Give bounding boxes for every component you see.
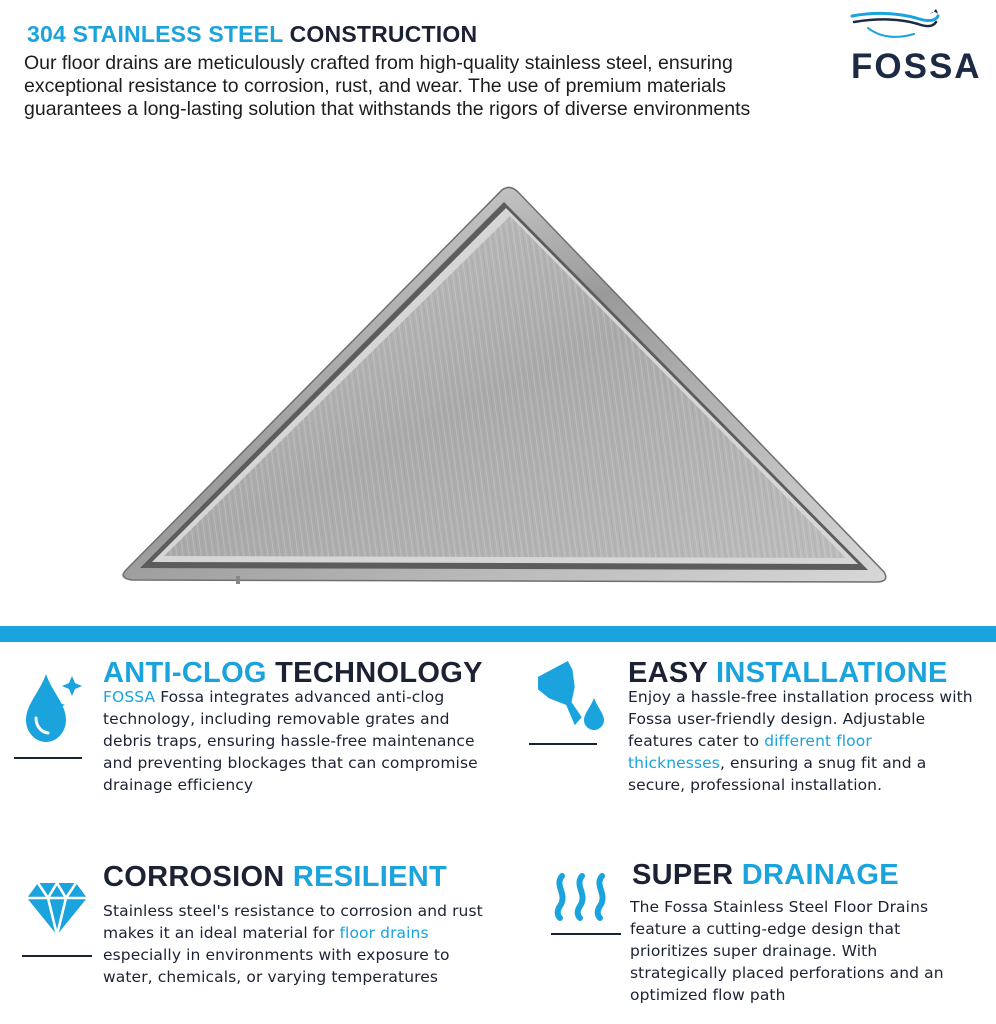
feature-divider: [529, 743, 597, 745]
title-rest: CONSTRUCTION: [289, 21, 478, 47]
feature-divider: [14, 757, 82, 759]
title-highlight: 304 STAINLESS STEEL: [27, 21, 284, 47]
floor-drains-link[interactable]: floor drains: [339, 924, 429, 942]
triangle-floor-drain-image: [118, 186, 888, 586]
logo-text: FOSSA: [851, 47, 982, 86]
feature-divider: [22, 955, 92, 957]
feature-body: Enjoy a hassle-free installation process with Fossa user-friendly design. Adjustable features cater to different floor thicknesses, ensuring a snug fit and a secure, professional installation.: [628, 688, 973, 794]
floor-thickness-link[interactable]: different floor thicknesses: [628, 732, 872, 772]
feature-title: SUPER DRAINAGE: [632, 859, 899, 891]
accent-band: [0, 626, 996, 642]
brand-logo: [846, 8, 986, 86]
page-title: [27, 20, 477, 48]
funnel-drop-icon: [538, 660, 608, 730]
feature-title: CORROSION RESILIENT: [103, 861, 448, 893]
wave-lines-icon: [552, 872, 612, 922]
bathtub-swoosh-icon: [846, 8, 986, 48]
header-description: Our floor drains are meticulously crafted from high-quality stainless steel, ensuring exceptional resistance to corrosion, rust, and wear. The use of premium materials guarantees a long-lasting solution that withstands the rigors of diverse environments: [24, 52, 751, 120]
feature-body: FOSSA Fossa integrates advanced anti-clog technology, including removable grates and debris traps, ensuring hassle-free maintenance and preventing blockages that can compromise drainage efficiency: [103, 688, 478, 794]
feature-title: EASY INSTALLATIONE: [628, 657, 948, 689]
feature-body: Stainless steel's resistance to corrosion and rust makes it an ideal material for floor drains especially in environments with exposure to water, chemicals, or varying temperatures: [103, 902, 483, 986]
feature-title: ANTI-CLOG TECHNOLOGY: [103, 657, 483, 689]
feature-body: The Fossa Stainless Steel Floor Drains feature a cutting-edge design that prioritizes super drainage. With strategically placed perforations and an optimized flow path: [630, 898, 944, 1004]
water-drop-sparkle-icon: [22, 668, 86, 748]
feature-divider: [551, 933, 621, 935]
brand-mention: FOSSA: [103, 688, 156, 706]
diamond-icon: [24, 880, 90, 938]
